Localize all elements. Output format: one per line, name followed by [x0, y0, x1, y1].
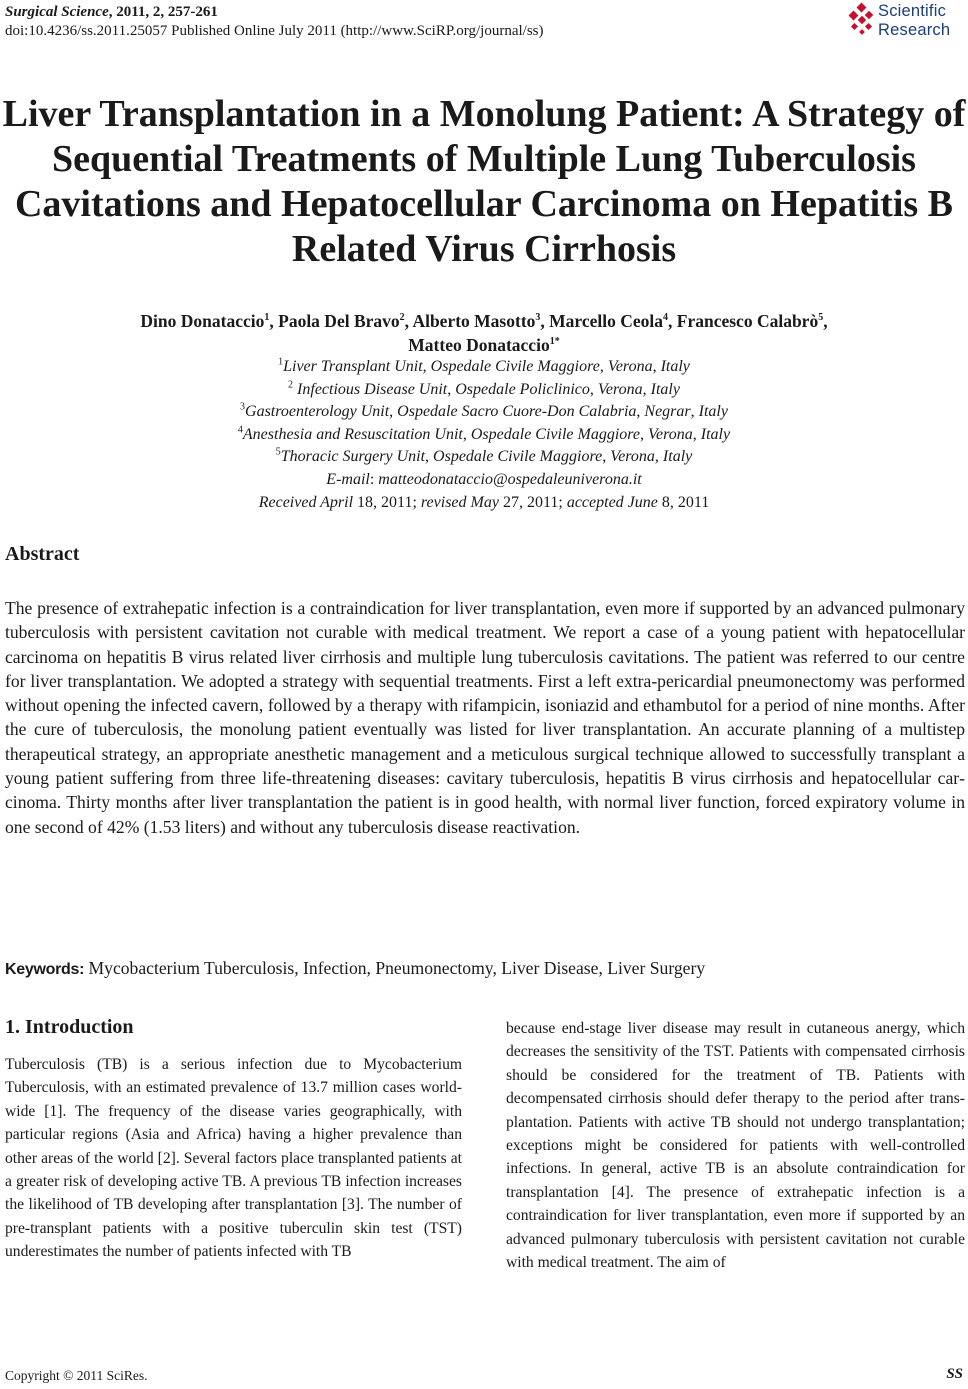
affiliation: $^2$ Infectious Disease Unit, Ospedale Policlinico, Verona, Italy [288, 379, 680, 398]
footer-journal-abbr: SS [946, 1366, 963, 1382]
body-column-right [506, 1017, 965, 1274]
scirp-logo [844, 2, 964, 44]
author: Matteo Donataccio$^{1*}$ [408, 335, 560, 355]
logo-text [878, 2, 950, 40]
paper-title: Liver Transplantation in a Monolung Patient: A Strategy of Sequential Treatments of Multiple Lung Tuberculosis Cavitations and Hepatocellular Carcinoma on Hepatitis B Related Virus Cirrhosis [2, 93, 966, 270]
journal-volume: , 2011, 2, 257-261 [108, 4, 218, 20]
abstract-heading: Abstract [5, 543, 80, 565]
body-column-left [5, 1015, 462, 1264]
journal-header [5, 3, 544, 41]
doi-line: doi:10.4236/ss.2011.25057 Published Online July 2011 (http://www.SciRP.org/journal/ss) [5, 23, 544, 39]
intro-paragraph-right: because end-stage liver disease may result in cutaneous anergy, which decreases the sensitivity of the TST. Patients with compensated cirrhosis should be considered for the treatment of TB. Patients with decompensated cirrhosis should defer therapy to the period after transplantation. Patients with active TB should not undergo transplantation; exceptions might be considered for patients with well-controlled infections. In general, active TB is an absolute contraindication for transplantation [4]. The presence of extrahepatic infection is a contraindication for liver transplantation, even more if supported by an advanced pulmonary tuberculosis with persistent cavitation not curable with medical treatment. The aim of [506, 1020, 965, 1272]
author: Alberto Masotto$^3$, [412, 311, 550, 331]
affiliation: $^3$Gastroenterology Unit, Ospedale Sacro Cuore-Don Calabria, Negrar, Italy [240, 401, 728, 421]
author: Dino Donataccio$^1$, [140, 311, 279, 331]
keywords [5, 956, 705, 982]
keywords-text: Mycobacterium Tuberculosis, Infection, Pneumonectomy, Liver Disease, Liver Surgery [84, 958, 706, 978]
affiliation: $^5$Thoracic Surgery Unit, Ospedale Civile Maggiore, Verona, Italy [275, 447, 693, 466]
affiliations [0, 356, 968, 514]
email-line: E-mail: matteodonataccio@ospedaleuniverona.it [326, 470, 642, 488]
affiliation: $^1$Liver Transplant Unit, Ospedale Civile Maggiore, Verona, Italy [278, 356, 690, 375]
logo-line-2: Research [878, 21, 951, 39]
author-list [0, 309, 968, 357]
footer-copyright: Copyright © 2011 SciRes. [5, 1368, 148, 1383]
intro-paragraph-left: Tuberculosis (TB) is a serious infection due to Mycobacterium Tuberculosis, with an estimated prevalence of 13.7 million cases world-wide [1]. The frequency of the disease varies geographically, with particular regions (Asia and Africa) having a higher prevalence than other areas of the world [2]. Several factors place transplanted patients at a greater risk of developing active TB. A previous TB infection increases the likelihood of TB developing after transplantation [3]. The number of pre-transplant patients with a positive tuberculin skin test (TST) underestimates the number of patients infected with TB [5, 1056, 462, 1261]
section-heading-introduction: 1. Introduction [5, 1016, 134, 1038]
keywords-label: Keywords: [5, 961, 85, 978]
logo-line-1: Scientific [878, 2, 947, 20]
scirp-logo-icon [844, 2, 878, 42]
journal-citation [5, 3, 544, 22]
author: Marcello Ceola$^4$, [549, 311, 677, 331]
journal-name: Surgical Science [5, 4, 109, 20]
author: Paola Del Bravo$^2$, [278, 311, 413, 331]
affiliation: $^4$Anesthesia and Resuscitation Unit, Ospedale Civile Maggiore, Verona, Italy [237, 424, 731, 443]
email-label: E-mail [326, 470, 370, 488]
dates-line: Received April 18, 2011; revised May 27, 2011; accepted June 8, 2011 [258, 493, 710, 511]
email-link[interactable]: matteodonataccio@ospedaleuniverona.it [378, 470, 642, 488]
author: Francesco Calabrò$^5$, [676, 311, 828, 331]
abstract-text: The presence of extrahepatic infection is a contraindication for liver transplantation, even more if supported by an advanced pulmonary tuberculosis with persistent cavitation not curable with medical treatment. We report a case of a young patient with hepatocellular carcinoma on hepatitis B virus related liver cirrhosis and multiple lung tuberculosis cavitations. The patient was referred to our centre for liver transplantation. We adopted a strategy with sequential treatments. First a left extra-pericardial pneumonectomy was performed without opening the infected cavern, followed by a therapy with rifampicin, isoniazid and ethambutol for a period of nine months. After the cure of tuberculosis, the monolung patient eventually was listed for liver transplantation. An accurate planning of a multistep therapeutical strategy, an appropriate anesthetic management and a meticulous surgical technique allowed to successfully transplant a young patient suffering from three life-threatening diseases: cavitary tuberculosis, hepatitis B virus cirrhosis and hepatocellular carcinoma. Thirty months after liver transplantation the patient is in good health, with normal liver function, forced expiratory volume in one second of 42% (1.53 liters) and without any tuberculosis disease reactivation. [5, 598, 965, 837]
